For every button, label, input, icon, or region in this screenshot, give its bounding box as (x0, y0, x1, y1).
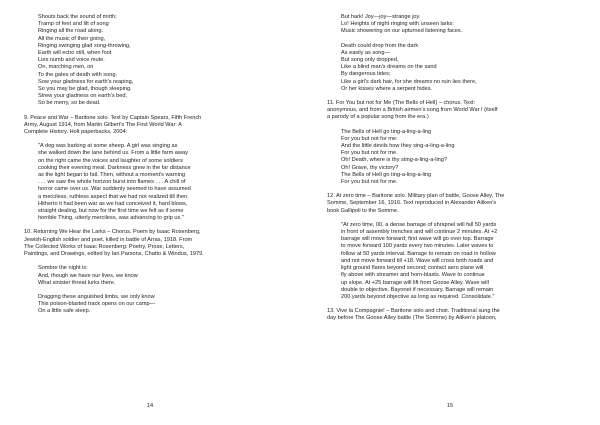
text-line: "At zero time, 00, a dense barrage of shrapnel will fall 50 yards (341, 221, 497, 228)
text-line: Sow your gladness for earth's reaping, (38, 78, 134, 85)
text-line: Ringing all the road along. (38, 28, 103, 35)
text-line: 200 yards beyond objective as long as required. Consolidate." (341, 293, 495, 300)
text-line: follow at 50 yards interval. Barrage to remain on road in hollow (341, 250, 496, 257)
text-line: Music showering on our upturned listening faces. (341, 28, 463, 35)
text-line: Hitherto it had been war as we had conceived it, hard blows, (38, 200, 188, 207)
text-line: 9. Peace and War – Baritone solo. Text by Captain Spears, Fifth French (24, 114, 202, 121)
text-line: . . . we saw the whole horizon burst into flames . . . A chill of (38, 179, 186, 186)
text-line: This poison-blasted track opens on our camp— (38, 301, 156, 308)
text-line: For you but not for me: (341, 135, 398, 142)
section-13-heading (327, 308, 585, 322)
text-line: day before The Goose Alley battle (The Somme) by Aitken's platoon, (327, 315, 497, 322)
text-line: As easily as song— (341, 49, 391, 56)
text-line: straight dealing, but now for the first time we felt as if some (38, 208, 184, 215)
text-line: Army, August 1914, from Martin Gilbert's The First World War: A (24, 121, 182, 128)
text-line: For you but not for me. (341, 150, 398, 157)
text-line: Ringing swinging glad song-throwing, (38, 42, 131, 49)
text-line: Shouts back the sound of mirth; (38, 14, 117, 20)
text-line: Sombre the night is: (38, 265, 88, 272)
text-line: So be merry, so be dead. (38, 100, 101, 107)
section-11-heading (327, 100, 585, 122)
poem-stanza-4 (327, 43, 585, 93)
text-line: double to objective. Bayonet if necessary. Barrage will remain (341, 286, 494, 293)
page-number-left: 14 (146, 402, 154, 409)
text-line: 13. Vive la Compagnie! – Baritone solo and choir. Traditional sung the (327, 308, 500, 315)
poem-ending (24, 14, 282, 108)
text-line: By dangerous tides; (341, 71, 391, 78)
section-9-quote (24, 143, 282, 222)
text-line: Earth will echo still, when foot (38, 50, 112, 57)
page-number-right: 15 (446, 402, 454, 409)
text-line: 10. Returning We Hear the Larks – Chorus. Poem by Isaac Rosenberg, (24, 229, 201, 236)
text-line: Somme, September 16, 1916. Text reproduced in Alexander Aitken's (327, 200, 497, 207)
text-line: Tramp of feet and lilt of song (38, 21, 109, 28)
text-line: All the music of their going, (38, 35, 106, 42)
text-line: she walked down the lane behind us. From a little farm away (38, 150, 188, 157)
right-column (327, 14, 585, 323)
text-line: To the gates of death with song. (38, 71, 117, 78)
text-line: On, marching men, on (38, 64, 94, 71)
text-line: fly above with streamer and horn-blasts. Wave to continue (341, 272, 485, 279)
text-line: 12. At zero time – Baritone solo. Military plan of battle, Goose Alley, The (327, 193, 505, 200)
poem-stanza-3 (327, 14, 585, 36)
text-line: anonymous, and from a British airmen's song from World War I (itself (327, 107, 498, 114)
text-line: What sinister threat lurks there. (38, 279, 116, 286)
text-line: The Collected Works of Isaac Rosenberg: Poetry, Prose, Letters, (24, 243, 185, 250)
section-9-heading (24, 115, 282, 137)
text-line: horrible Thing, utterly merciless, was advancing to grip us." (38, 215, 184, 222)
text-line: 11. For You but not for Me (The Bells of Hell) – chorus. Text: (327, 100, 476, 107)
text-line: Like a blind man's dreams on the sand (341, 64, 437, 71)
text-line: So you may be glad, though sleeping. (38, 86, 132, 93)
text-line: The Bells of Hell go ting-a-ling-a-ling (341, 171, 432, 178)
text-line: book Gallipoli to the Somme. (327, 207, 399, 214)
text-line: as the light began to fail. Then, without a moment's warning (38, 172, 186, 179)
section-10-poem-stanza-1 (24, 265, 282, 287)
text-line: Strew your gladness on earth's bed, (38, 93, 128, 100)
text-line: Jewish-English soldier and poet, killed in battle of Arras, 1918. From (24, 236, 193, 243)
text-line: on the right came the voices and laughter of some soldiers (38, 157, 183, 164)
text-line: Death could drop from the dark (341, 42, 419, 49)
text-line: Like a girl's dark hair, for she dreams no ruin lies there, (341, 78, 477, 85)
left-column (24, 14, 282, 316)
text-line: Oh! Grave, thy victory? (341, 164, 399, 171)
text-line: barrage will move forward; first wave will go over top. Barrage (341, 236, 494, 243)
text-line: Or her kisses where a serpent hides. (341, 85, 433, 92)
text-line: Lies numb and voice mute. (38, 57, 105, 64)
text-line: Paintings, and Drawings, edited by Ian Parsons, Chatto & Windus, 1979. (24, 251, 204, 258)
text-line: a merciless, ruthless aspect that we had not realized till then. (38, 193, 189, 200)
text-line: And the little devils how they sing-a-ling-a-ling (341, 143, 455, 150)
text-line: and not move forward till +18. Wave will cross both roads and (341, 257, 494, 264)
section-12-heading (327, 193, 585, 215)
text-line: in front of assembly trenches and will continue 2 minutes. At +2 (341, 229, 498, 236)
text-line: a parody of a popular song from the era.) (327, 114, 429, 121)
section-12-quote (327, 222, 585, 301)
text-line: up slope. At +25 barrage will lift from Goose Alley. Wave will (341, 279, 489, 286)
text-line: The Bells of Hell go ting-a-ling-a-ling (341, 128, 432, 135)
text-line: For you but not for me. (341, 179, 398, 186)
right-page (300, 0, 600, 425)
text-line: cooking their evening meal. Darkness grew in the far distance (38, 164, 191, 171)
text-line: And, though we have our lives, we know (38, 272, 138, 279)
text-line: to move forward 100 yards every two minutes. Later waves to (341, 243, 494, 250)
text-line: "A dog was barking at some sheep. A girl was singing as (38, 143, 178, 150)
section-10-poem-stanza-2 (24, 294, 282, 316)
text-line: But song only dropped, (341, 57, 399, 64)
text-line: Complete History. Holt paperbacks, 2004: (24, 129, 128, 136)
text-line: But hark! Joy—joy—strange joy. (341, 14, 421, 20)
text-line: On a little safe sleep. (38, 308, 91, 315)
text-line: Dragging these anguished limbs, we only know (38, 293, 155, 300)
section-11-song (327, 129, 585, 187)
text-line: horror came over us. War suddenly seemed to have assumed (38, 186, 191, 193)
text-line: light ground flares beyond second; contact aero plane will (341, 265, 484, 272)
section-10-heading (24, 229, 282, 258)
text-line: Lo! Heights of night ringing with unseen larks: (341, 21, 454, 28)
text-line: Oh! Death, where is thy sting-a-ling-a-ling? (341, 157, 448, 164)
